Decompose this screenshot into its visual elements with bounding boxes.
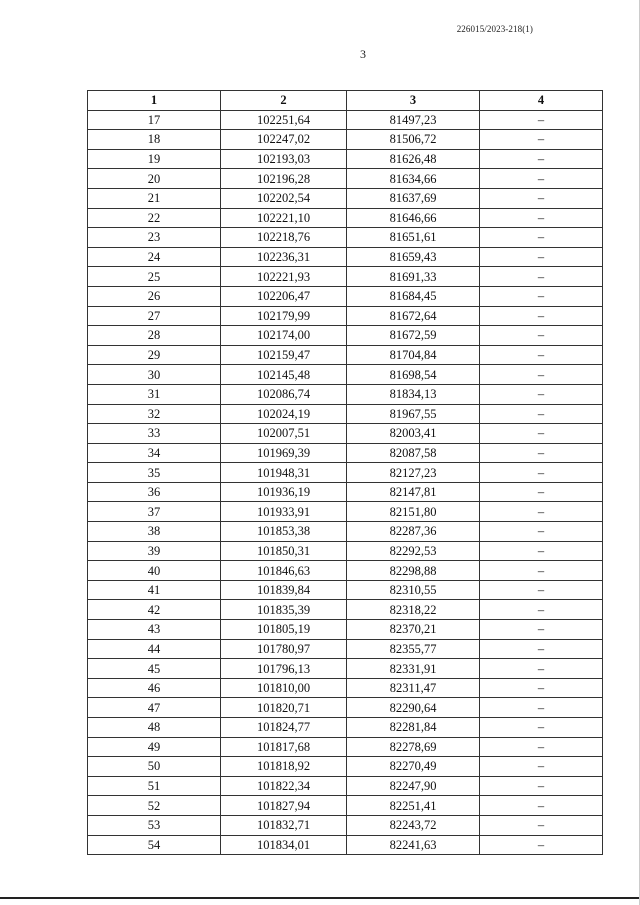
y-coordinate-cell: 82292,53 [347,541,480,561]
y-coordinate-cell: 81634,66 [347,169,480,189]
table-row [88,247,603,267]
x-coordinate-cell: 102086,74 [221,384,347,404]
page-number: 3 [360,47,366,61]
note-cell: – [480,815,603,835]
y-coordinate-cell: 82243,72 [347,815,480,835]
x-coordinate-cell: 102236,31 [221,247,347,267]
note-cell: – [480,639,603,659]
y-coordinate-cell: 82247,90 [347,776,480,796]
point-number-cell: 25 [88,267,221,287]
note-cell: – [480,796,603,816]
x-coordinate-cell: 102179,99 [221,306,347,326]
table-row [88,580,603,600]
note-cell: – [480,247,603,267]
table-row [88,678,603,698]
y-coordinate-cell: 82370,21 [347,620,480,640]
note-cell: – [480,718,603,738]
y-coordinate-cell: 81646,66 [347,208,480,228]
x-coordinate-cell: 102007,51 [221,424,347,444]
table-row [88,424,603,444]
table-row [88,639,603,659]
point-number-cell: 32 [88,404,221,424]
y-coordinate-cell: 82087,58 [347,443,480,463]
x-coordinate-cell: 101834,01 [221,835,347,855]
note-cell: – [480,130,603,150]
table-row [88,463,603,483]
note-cell: – [480,149,603,169]
x-coordinate-cell: 101832,71 [221,815,347,835]
note-cell: – [480,404,603,424]
table-row [88,620,603,640]
point-number-cell: 37 [88,502,221,522]
x-coordinate-cell: 102159,47 [221,345,347,365]
point-number-cell: 44 [88,639,221,659]
y-coordinate-cell: 82318,22 [347,600,480,620]
note-cell: – [480,188,603,208]
y-coordinate-cell: 81967,55 [347,404,480,424]
y-coordinate-cell: 81626,48 [347,149,480,169]
y-coordinate-cell: 82290,64 [347,698,480,718]
point-number-cell: 28 [88,326,221,346]
point-number-cell: 27 [88,306,221,326]
point-number-cell: 20 [88,169,221,189]
note-cell: – [480,600,603,620]
table-row [88,228,603,248]
y-coordinate-cell: 81637,69 [347,188,480,208]
y-coordinate-cell: 82281,84 [347,718,480,738]
table-row [88,541,603,561]
point-number-cell: 46 [88,678,221,698]
point-number-cell: 23 [88,228,221,248]
point-number-cell: 41 [88,580,221,600]
point-number-cell: 33 [88,424,221,444]
table-row [88,110,603,130]
note-cell: – [480,776,603,796]
note-cell: – [480,482,603,502]
y-coordinate-cell: 82147,81 [347,482,480,502]
x-coordinate-cell: 101820,71 [221,698,347,718]
table-row [88,659,603,679]
table-row [88,718,603,738]
note-cell: – [480,228,603,248]
point-number-cell: 50 [88,757,221,777]
point-number-cell: 54 [88,835,221,855]
y-coordinate-cell: 82003,41 [347,424,480,444]
point-number-cell: 17 [88,110,221,130]
note-cell: – [480,835,603,855]
x-coordinate-cell: 102247,02 [221,130,347,150]
note-cell: – [480,502,603,522]
y-coordinate-cell: 81672,59 [347,326,480,346]
x-coordinate-cell: 101817,68 [221,737,347,757]
point-number-cell: 24 [88,247,221,267]
x-coordinate-cell: 102024,19 [221,404,347,424]
x-coordinate-cell: 101969,39 [221,443,347,463]
note-cell: – [480,561,603,581]
point-number-cell: 30 [88,365,221,385]
point-number-cell: 22 [88,208,221,228]
point-number-cell: 39 [88,541,221,561]
x-coordinate-cell: 102196,28 [221,169,347,189]
note-cell: – [480,208,603,228]
point-number-cell: 42 [88,600,221,620]
note-cell: – [480,169,603,189]
table-row [88,365,603,385]
x-coordinate-cell: 102218,76 [221,228,347,248]
y-coordinate-cell: 82287,36 [347,522,480,542]
table-row [88,384,603,404]
point-number-cell: 49 [88,737,221,757]
note-cell: – [480,580,603,600]
y-coordinate-cell: 82127,23 [347,463,480,483]
table-row [88,326,603,346]
note-cell: – [480,757,603,777]
x-coordinate-cell: 101839,84 [221,580,347,600]
table-row [88,169,603,189]
x-coordinate-cell: 102206,47 [221,286,347,306]
y-coordinate-cell: 82311,47 [347,678,480,698]
x-coordinate-cell: 102145,48 [221,365,347,385]
y-coordinate-cell: 82298,88 [347,561,480,581]
table-row [88,796,603,816]
point-number-cell: 29 [88,345,221,365]
table-row [88,776,603,796]
note-cell: – [480,267,603,287]
y-coordinate-cell: 81834,13 [347,384,480,404]
table-row [88,267,603,287]
note-cell: – [480,384,603,404]
column-header: 4 [480,91,603,111]
note-cell: – [480,306,603,326]
y-coordinate-cell: 82251,41 [347,796,480,816]
x-coordinate-cell: 102251,64 [221,110,347,130]
y-coordinate-cell: 81506,72 [347,130,480,150]
x-coordinate-cell: 101824,77 [221,718,347,738]
document-id: 226015/2023-218(1) [456,24,533,34]
bottom-border-line [0,897,640,899]
x-coordinate-cell: 102193,03 [221,149,347,169]
note-cell: – [480,522,603,542]
x-coordinate-cell: 101846,63 [221,561,347,581]
y-coordinate-cell: 82278,69 [347,737,480,757]
point-number-cell: 21 [88,188,221,208]
x-coordinate-cell: 102202,54 [221,188,347,208]
table-row [88,757,603,777]
x-coordinate-cell: 101796,13 [221,659,347,679]
table-row [88,149,603,169]
y-coordinate-cell: 81704,84 [347,345,480,365]
column-header: 1 [88,91,221,111]
x-coordinate-cell: 101933,91 [221,502,347,522]
x-coordinate-cell: 102221,93 [221,267,347,287]
point-number-cell: 19 [88,149,221,169]
x-coordinate-cell: 101780,97 [221,639,347,659]
coordinates-table-container [87,90,602,855]
note-cell: – [480,737,603,757]
point-number-cell: 26 [88,286,221,306]
table-header-row [88,91,603,111]
table-row [88,737,603,757]
table-row [88,815,603,835]
table-row [88,306,603,326]
point-number-cell: 45 [88,659,221,679]
x-coordinate-cell: 102221,10 [221,208,347,228]
y-coordinate-cell: 81497,23 [347,110,480,130]
y-coordinate-cell: 81651,61 [347,228,480,248]
y-coordinate-cell: 82270,49 [347,757,480,777]
point-number-cell: 47 [88,698,221,718]
x-coordinate-cell: 101827,94 [221,796,347,816]
table-row [88,835,603,855]
x-coordinate-cell: 101936,19 [221,482,347,502]
note-cell: – [480,326,603,346]
y-coordinate-cell: 81672,64 [347,306,480,326]
note-cell: – [480,365,603,385]
point-number-cell: 36 [88,482,221,502]
y-coordinate-cell: 82241,63 [347,835,480,855]
x-coordinate-cell: 102174,00 [221,326,347,346]
table-row [88,502,603,522]
x-coordinate-cell: 101818,92 [221,757,347,777]
x-coordinate-cell: 101853,38 [221,522,347,542]
table-row [88,522,603,542]
point-number-cell: 43 [88,620,221,640]
note-cell: – [480,424,603,444]
note-cell: – [480,110,603,130]
y-coordinate-cell: 81691,33 [347,267,480,287]
table-row [88,561,603,581]
coordinates-table [87,90,603,855]
table-row [88,286,603,306]
table-row [88,600,603,620]
note-cell: – [480,698,603,718]
column-header: 2 [221,91,347,111]
note-cell: – [480,541,603,561]
note-cell: – [480,286,603,306]
table-body [88,110,603,855]
x-coordinate-cell: 101835,39 [221,600,347,620]
point-number-cell: 40 [88,561,221,581]
note-cell: – [480,345,603,365]
point-number-cell: 35 [88,463,221,483]
point-number-cell: 18 [88,130,221,150]
point-number-cell: 38 [88,522,221,542]
y-coordinate-cell: 81698,54 [347,365,480,385]
table-row [88,208,603,228]
y-coordinate-cell: 81684,45 [347,286,480,306]
y-coordinate-cell: 82355,77 [347,639,480,659]
x-coordinate-cell: 101805,19 [221,620,347,640]
column-header: 3 [347,91,480,111]
table-row [88,443,603,463]
point-number-cell: 52 [88,796,221,816]
x-coordinate-cell: 101810,00 [221,678,347,698]
point-number-cell: 53 [88,815,221,835]
table-row [88,404,603,424]
x-coordinate-cell: 101850,31 [221,541,347,561]
note-cell: – [480,678,603,698]
y-coordinate-cell: 82151,80 [347,502,480,522]
point-number-cell: 34 [88,443,221,463]
point-number-cell: 31 [88,384,221,404]
table-row [88,188,603,208]
x-coordinate-cell: 101822,34 [221,776,347,796]
point-number-cell: 51 [88,776,221,796]
y-coordinate-cell: 82331,91 [347,659,480,679]
table-row [88,345,603,365]
note-cell: – [480,463,603,483]
x-coordinate-cell: 101948,31 [221,463,347,483]
table-row [88,482,603,502]
note-cell: – [480,659,603,679]
point-number-cell: 48 [88,718,221,738]
note-cell: – [480,443,603,463]
note-cell: – [480,620,603,640]
y-coordinate-cell: 81659,43 [347,247,480,267]
table-row [88,698,603,718]
table-row [88,130,603,150]
y-coordinate-cell: 82310,55 [347,580,480,600]
